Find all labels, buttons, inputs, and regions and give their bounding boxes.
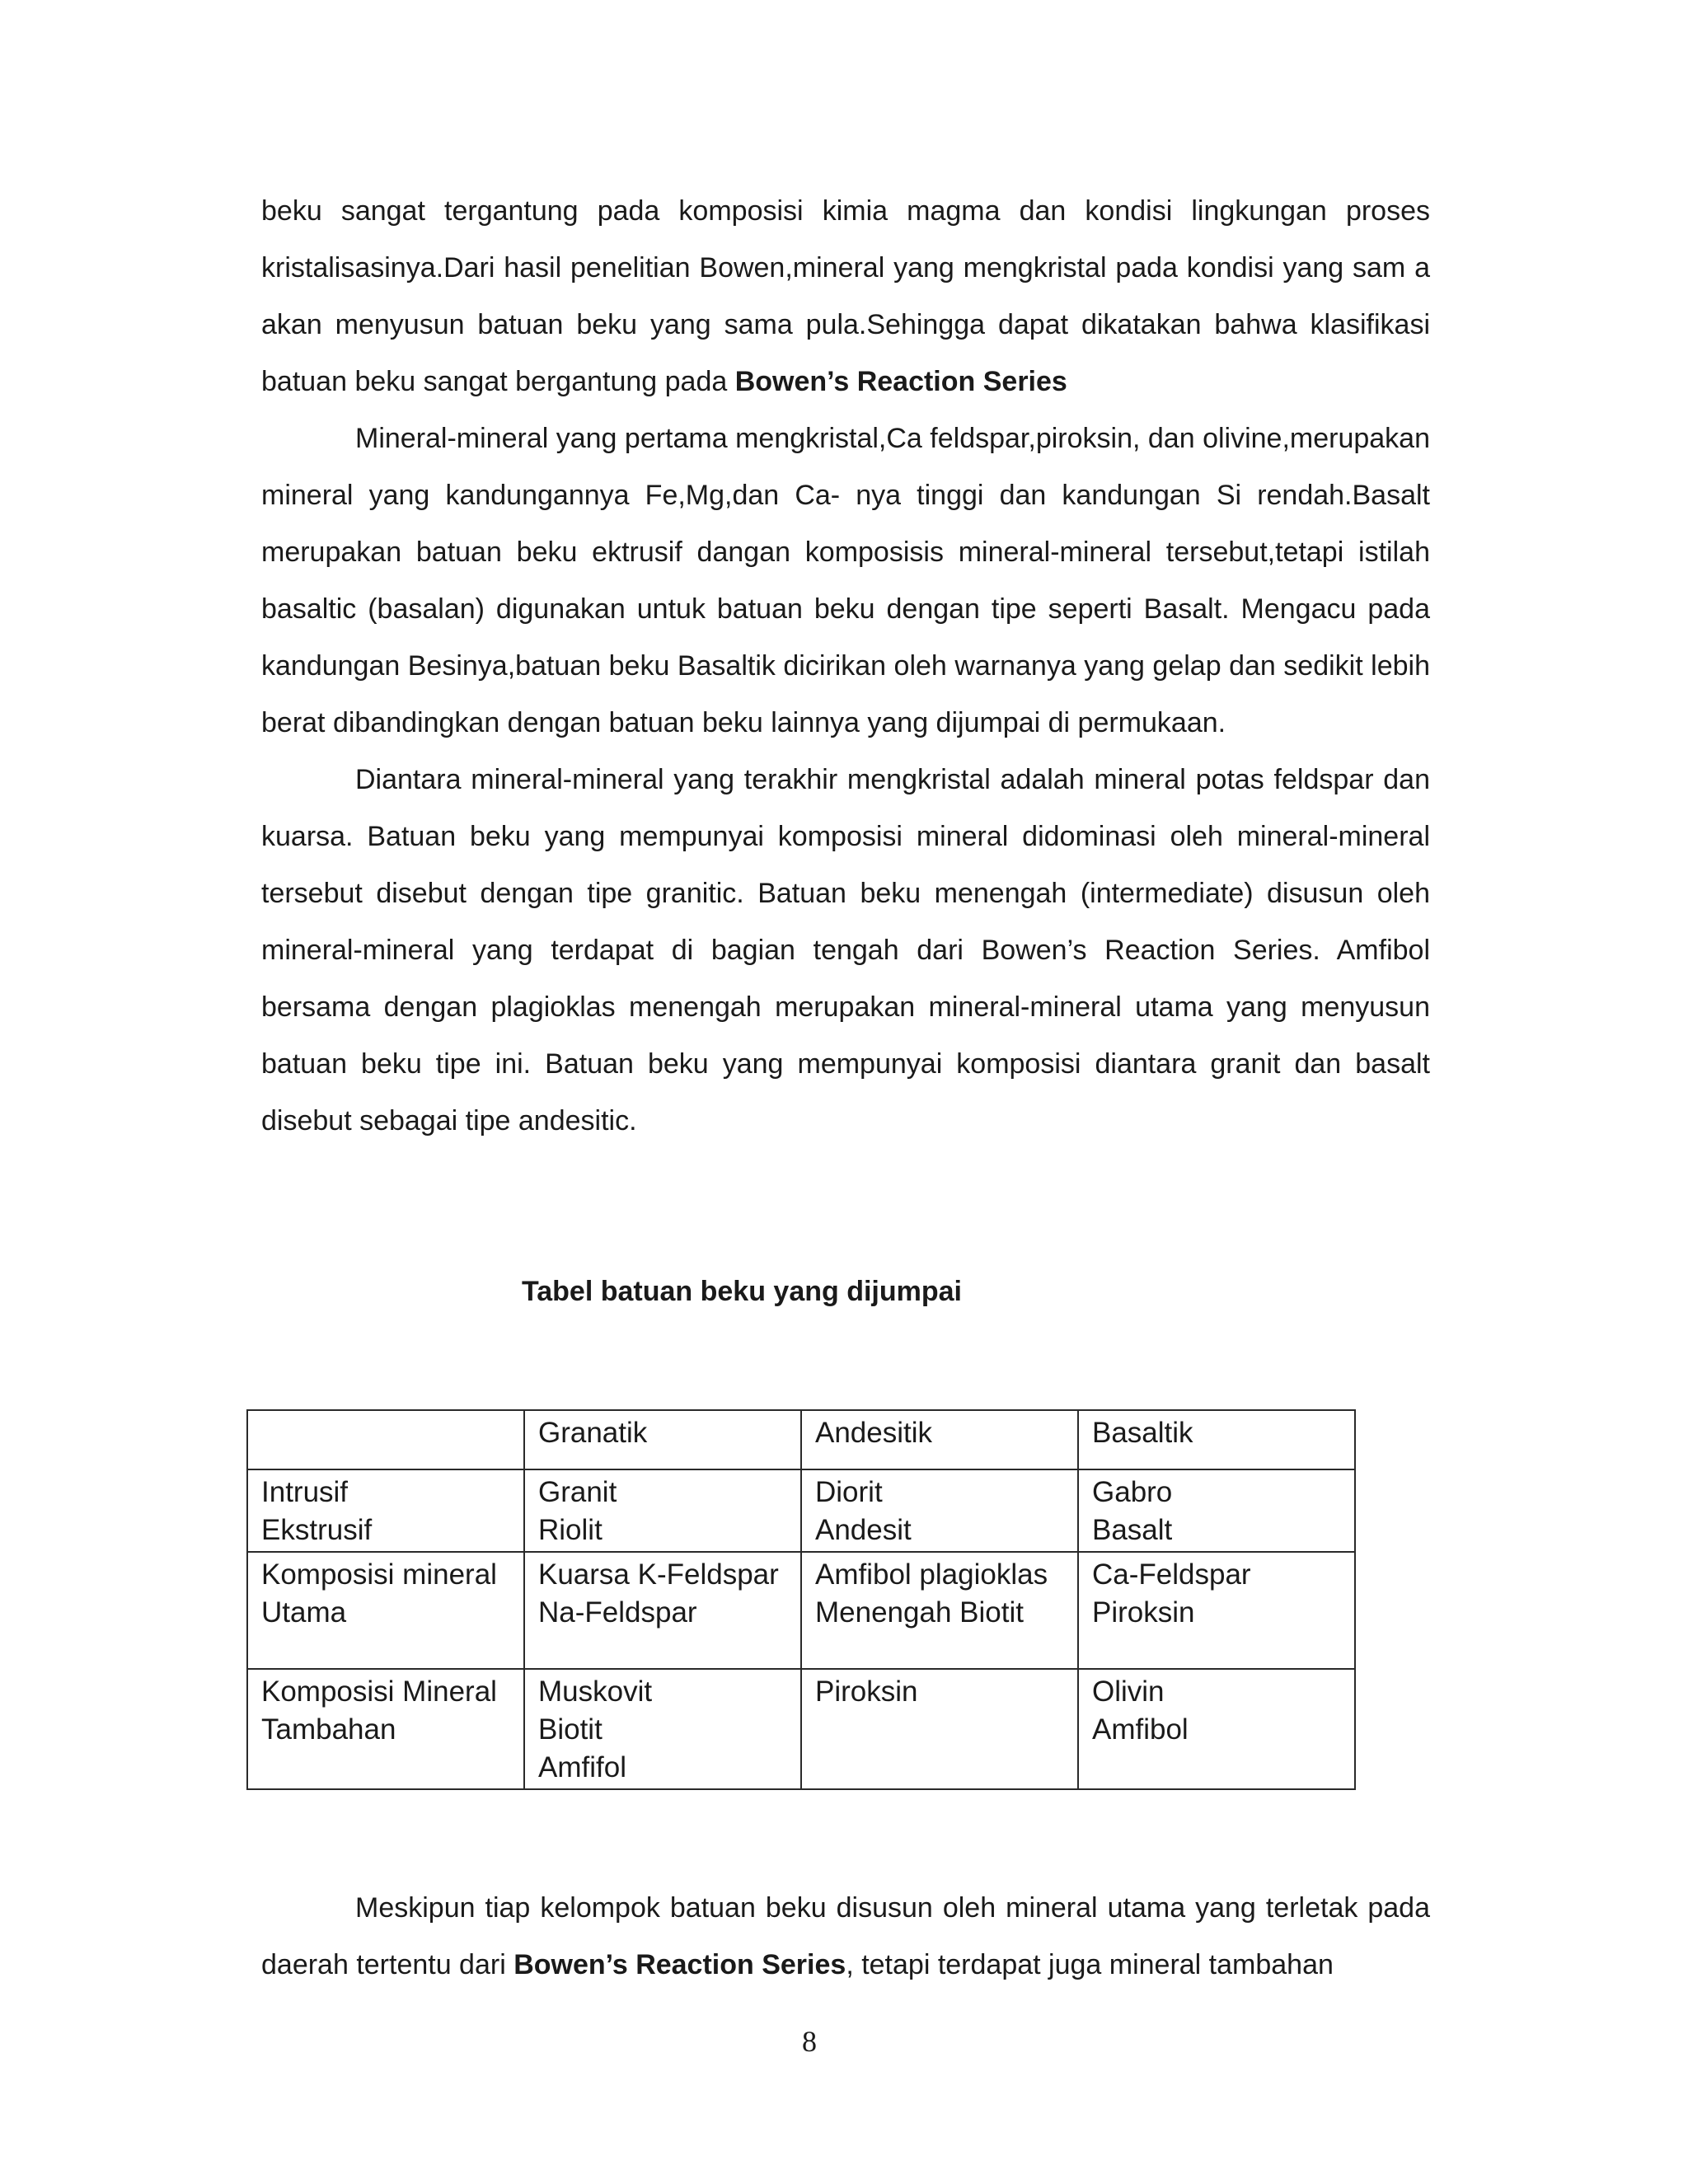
table-cell bbox=[247, 1552, 524, 1669]
header-cell-basaltik: Basaltik bbox=[1078, 1410, 1355, 1469]
body-text bbox=[261, 183, 1430, 1150]
paragraph-1 bbox=[261, 183, 1430, 410]
bowen-reaction-series-emphasis: Bowen’s Reaction Series bbox=[513, 1949, 846, 1980]
header-cell-granatik: Granatik bbox=[524, 1410, 801, 1469]
cell-line: Gabro bbox=[1092, 1476, 1173, 1508]
table-cell bbox=[247, 1669, 524, 1789]
table-cell bbox=[1078, 1669, 1355, 1789]
table-title: Tabel batuan beku yang dijumpai bbox=[521, 1276, 962, 1307]
cell-line: Kuarsa K-Feldspar bbox=[538, 1558, 779, 1591]
table-cell bbox=[801, 1669, 1078, 1789]
igneous-rock-table bbox=[246, 1409, 1356, 1790]
cell-line: Na-Feldspar bbox=[538, 1596, 697, 1629]
paragraph-3: Diantara mineral-mineral yang terakhir mengkristal adalah mineral potas feldspar dan kuarsa. Batuan beku yang mempunyai komposisi mineral didominasi oleh mineral-mineral tersebut disebut dengan tipe granitic. Batuan beku menengah (intermediate) disusun oleh mineral-mineral yang terdapat di bagian tengah dari Bowen’s Reaction Series. Amfibol bersama dengan plagioklas menengah merupakan mineral-mineral utama yang menyusun batuan beku tipe ini. Batuan beku yang mempunyai komposisi diantara granit dan basalt disebut sebagai tipe andesitic. bbox=[261, 764, 1430, 1137]
cell-line: Olivin bbox=[1092, 1675, 1165, 1708]
table-cell bbox=[524, 1469, 801, 1552]
cell-line: Ekstrusif bbox=[261, 1514, 373, 1546]
cell-line: Menengah Biotit bbox=[815, 1596, 1024, 1629]
cell-line: Riolit bbox=[538, 1514, 603, 1546]
cell-line: Amfifol bbox=[538, 1751, 626, 1783]
table-row bbox=[247, 1552, 1355, 1669]
cell-line: Komposisi Mineral bbox=[261, 1675, 497, 1708]
cell-line: Amfibol plagioklas bbox=[815, 1558, 1048, 1591]
cell-line: Diorit bbox=[815, 1476, 883, 1508]
cell-line: Basalt bbox=[1092, 1514, 1173, 1546]
table-cell bbox=[801, 1469, 1078, 1552]
header-cell-andesitik: Andesitik bbox=[801, 1410, 1078, 1469]
table-row bbox=[247, 1669, 1355, 1789]
paragraph-1-text: beku sangat tergantung pada komposisi kimia magma dan kondisi lingkungan proses kristalisasinya.Dari hasil penelitian Bowen,mineral yang mengkristal pada kondisi yang sam a akan menyusun batuan beku yang sama pula.Sehingga dapat dikatakan bahwa klasifikasi batuan beku sangat bergantung pada bbox=[261, 195, 1430, 397]
table-header-row bbox=[247, 1410, 1355, 1469]
paragraph-4-text-after: , tetapi terdapat juga mineral tambahan bbox=[846, 1949, 1334, 1980]
paragraph-2: Mineral-mineral yang pertama mengkristal,Ca feldspar,piroksin, dan olivine,merupakan mineral yang kandungannya Fe,Mg,dan Ca- nya tinggi dan kandungan Si rendah.Basalt merupakan batuan beku ektrusif dangan komposisis mineral-mineral tersebut,tetapi istilah basaltic (basalan) digunakan untuk batuan beku dengan tipe seperti Basalt. Mengacu pada kandungan Besinya,batuan beku Basaltik dicirikan oleh warnanya yang gelap dan sedikit lebih berat dibandingkan dengan batuan beku lainnya yang dijumpai di permukaan. bbox=[261, 423, 1430, 738]
paragraph-4 bbox=[261, 1880, 1430, 1994]
table-cell bbox=[524, 1669, 801, 1789]
table-cell bbox=[247, 1469, 524, 1552]
cell-line: Tambahan bbox=[261, 1713, 396, 1746]
cell-line: Piroksin bbox=[815, 1675, 918, 1708]
cell-line: Muskovit bbox=[538, 1675, 653, 1708]
paragraph-4-text-before: Meskipun tiap kelompok batuan beku disusun oleh mineral utama yang terletak pada daerah tertentu dari bbox=[261, 1892, 1430, 1980]
cell-line: Komposisi mineral bbox=[261, 1558, 497, 1591]
table-cell bbox=[801, 1552, 1078, 1669]
bowen-reaction-series-emphasis: Bowen’s Reaction Series bbox=[734, 366, 1067, 397]
table-cell bbox=[524, 1552, 801, 1669]
header-cell-empty bbox=[247, 1410, 524, 1469]
cell-line: Utama bbox=[261, 1596, 347, 1629]
cell-line: Piroksin bbox=[1092, 1596, 1195, 1629]
table-row bbox=[247, 1469, 1355, 1552]
cell-line: Granit bbox=[538, 1476, 617, 1508]
closing-text bbox=[261, 1880, 1430, 1994]
cell-line: Intrusif bbox=[261, 1476, 349, 1508]
cell-line: Amfibol bbox=[1092, 1713, 1189, 1746]
page-number: 8 bbox=[802, 2025, 817, 2058]
cell-line: Andesit bbox=[815, 1514, 912, 1546]
cell-line: Biotit bbox=[538, 1713, 603, 1746]
table-cell bbox=[1078, 1552, 1355, 1669]
cell-line: Ca-Feldspar bbox=[1092, 1558, 1251, 1591]
table-cell bbox=[1078, 1469, 1355, 1552]
